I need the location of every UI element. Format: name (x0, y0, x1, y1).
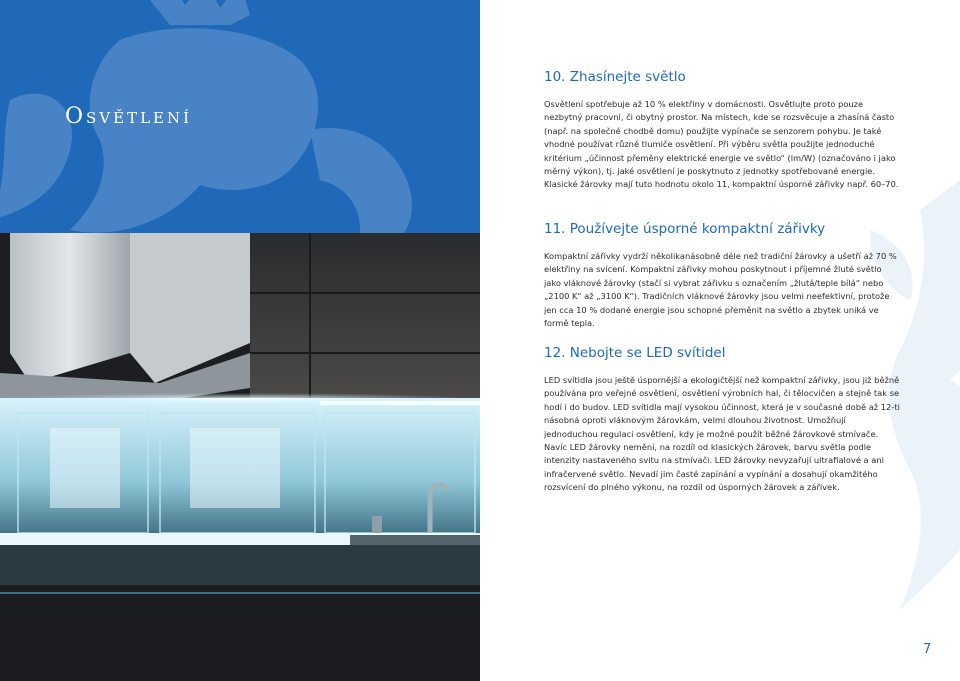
section-heading-12: 12. Nebojte se LED svítidel (544, 345, 726, 361)
section-heading-10: 10. Zhasínejte světlo (544, 69, 686, 85)
kitchen-photo (0, 233, 480, 681)
section-body-10: Osvětlení spotřebuje až 10 % elektřiny v domácnosti. Osvětlujte proto pouze nezbytný pracovní, či obytný prostor. Na místech, kde se rozsvěcuje a zhasíná často (např. na společné chodbě domu) použijte vypínače se senzorem pohybu. Je také vhodné používat různé tlumiče osvětlení. Při výběru světla použijte jednoduché kritérium „účinnost přeměny elektrické energie ve světlo“ (lm/W) (označováno i jako měrný výkon), tj. jaké osvětlení je poskytnuto z jednotky spotřebované energie. Klasické žárovky mají tuto hodnotu okolo 11, kompaktní úsporné zářivky např. 60–70. (544, 99, 899, 190)
section-body-11: Kompaktní zářivky vydrží několikanásobně déle než tradiční žárovky a ušetří až 70 % elektřiny na svícení. Kompaktní zářivky mohou poskytnout i příjemné žluté světlo jako vláknové žárovky (stačí si vybrat zářivku s označením „žlutá/teple bílá“ nebo „2100 K“ až „3100 K“). Tradičních vláknové žárovky jsou velmi neefektivní, protože jen cca 10 % dodané energie jsou schopné přeměnit na světlo a zbytek uniká ve formě tepla. (544, 251, 897, 329)
section-title: Osvětlení (65, 104, 193, 129)
page-number: 7 (923, 642, 932, 657)
kitchen-led-illustration (0, 233, 480, 681)
blue-header-band (0, 0, 480, 233)
right-page (480, 0, 960, 681)
section-body-12: LED svítidla jsou ještě úspornější a ekologičtější než kompaktní zářivky, jsou již běžně používána pro veřejné osvětlení, osvětlení výrobních hal, či tělocvičen a stejně tak se hodí i do budov. LED svítidla mají vysokou účinnost, která je v současné době až 12-ti násobná oproti vláknovým žárovkám, velmi dlouhou životnost. Umožňují jednoduchou regulaci osvětlení, kdy je možné použít běžné žárovkové stmívače. Navíc LED žárovky nemění, na rozdíl od klasických žárovek, barvu světla podle intenzity nastaveného svitu na stmívači. LED žárovky nevyzařují ultrafialové a ani infračervené světlo. Nevadí jim časté zapínání a vypínání a dosahují okamžitého rozsvícení do plného výkonu, na rozdíl od úsporných žárovek a zářivek. (544, 375, 900, 493)
section-heading-11: 11. Používejte úsporné kompaktní zářivky (544, 221, 826, 237)
